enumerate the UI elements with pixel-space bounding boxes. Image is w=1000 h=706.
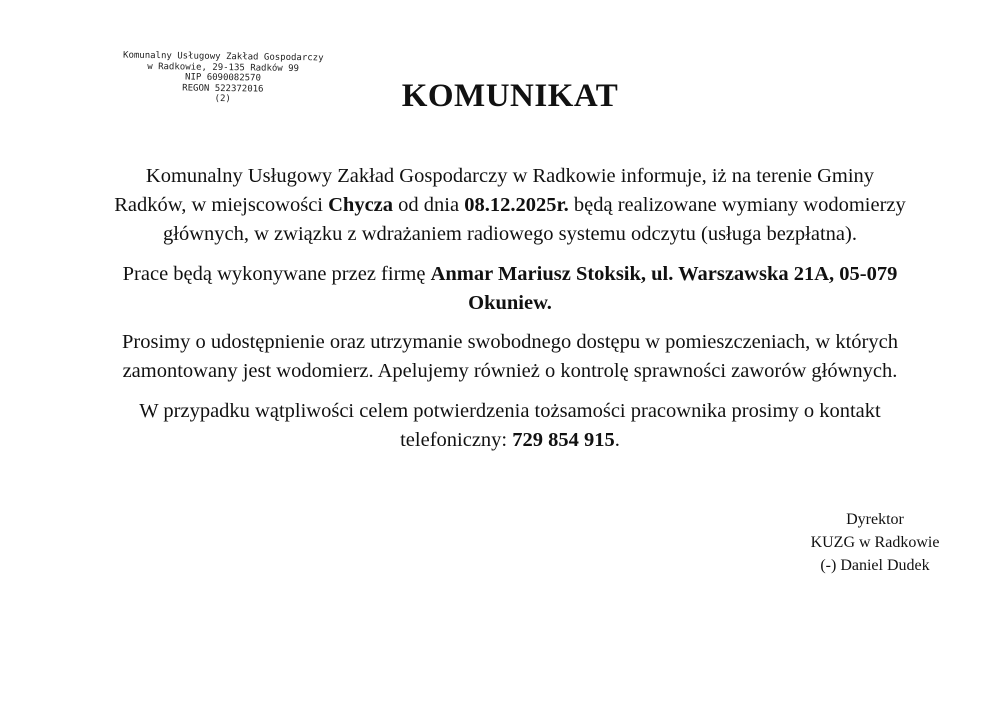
text: głównych, w związku z wdrażaniem radiowego systemu odczytu (usługa bezpłatna). (163, 223, 857, 245)
signature-name: (-) Daniel Dudek (820, 557, 930, 574)
signature-org: KUZG w Radkowie (810, 534, 940, 551)
paragraph-contractor (70, 260, 950, 318)
stamp-line: REGON 522372016 (182, 82, 264, 95)
text: telefoniczny: (400, 429, 513, 451)
start-date: 08.12.2025r. (464, 194, 569, 216)
phone-number: 729 854 915 (512, 429, 615, 451)
text: Radków, w miejscowości (114, 194, 329, 216)
signature-role: Dyrektor (846, 511, 904, 528)
stamp-line: Komunalny Usługowy Zakład Gospodarczy (122, 50, 324, 64)
text: zamontowany jest wodomierz. Apelujemy również o kontrolę sprawności zaworów głównych. (122, 360, 898, 382)
company-name: Anmar Mariusz Stoksik, ul. Warszawska 21A, 05-079 (430, 263, 898, 285)
text: Komunalny Usługowy Zakład Gospodarczy w Radkowie informuje, iż na terenie Gminy (145, 165, 875, 187)
paragraph-request (70, 328, 950, 386)
text: . (614, 429, 620, 451)
text: od dnia (393, 194, 465, 216)
company-city: Okuniew. (468, 292, 552, 314)
stamp-line: NIP 6090082570 (184, 72, 261, 84)
stamp-line: w Radkowie, 29-135 Radków 99 (147, 61, 300, 74)
text: Prosimy o udostępnienie oraz utrzymanie swobodnego dostępu w pomieszczeniach, w których (122, 331, 898, 353)
document-title: KOMUNIKAT (401, 78, 619, 114)
signature-block (760, 508, 990, 577)
text: będą realizowane wymiany wodomierzy (568, 194, 906, 216)
paragraph-info (70, 162, 950, 249)
place-name: Chycza (328, 194, 394, 216)
text: W przypadku wątpliwości celem potwierdzenia tożsamości pracownika prosimy o kontakt (139, 400, 881, 422)
stamp-line: (2) (214, 93, 231, 105)
text: Prace będą wykonywane przez firmę (122, 263, 431, 285)
paragraph-contact (70, 397, 950, 455)
